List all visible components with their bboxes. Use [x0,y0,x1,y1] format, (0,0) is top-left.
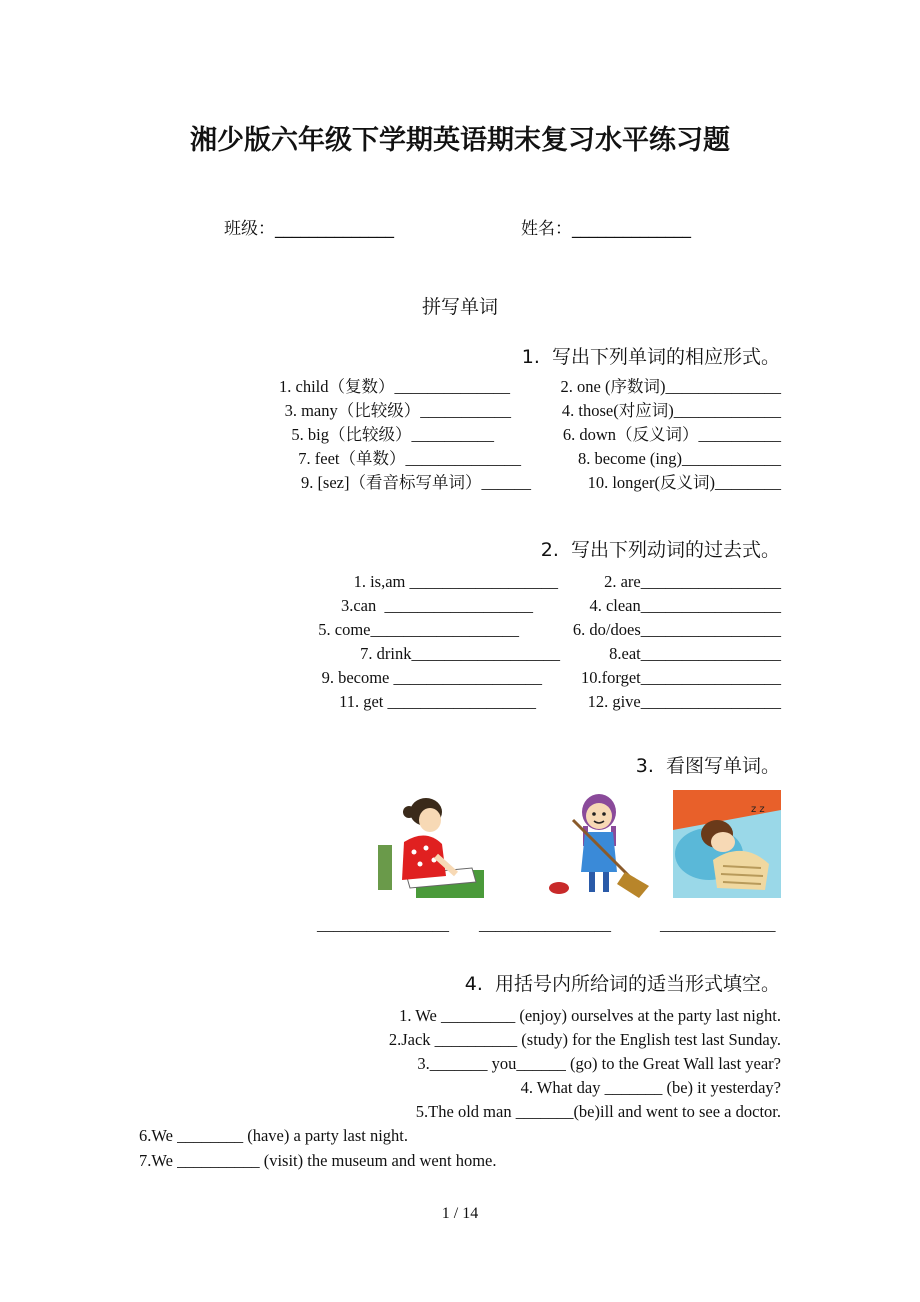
q3-answer-blank[interactable]: ________________ [479,915,611,934]
q4-sentence: 1. We _________ (enjoy) ourselves at the party last night. [399,1006,781,1025]
q1-item: 8. become (ing)____________ [577,449,781,468]
q1-item: 3. many（比较级）___________ [284,401,511,420]
page-title: 湘少版六年级下学期英语期末复习水平练习题 [190,125,730,156]
q4-sentence: 5.The old man _______(be)ill and went to see a doctor. [415,1102,781,1121]
q2-item: 4. clean_________________ [589,596,781,615]
class-field: 班级：______________ [224,219,394,239]
q2-item: 10.forget_________________ [581,668,781,687]
q4-sentence: 4. What day _______ (be) it yesterday? [520,1078,781,1097]
q4-sentence: 2.Jack __________ (study) for the English test last Sunday. [388,1030,781,1049]
girl-writing-image [376,790,484,898]
page-number: 1 / 14 [441,1205,479,1222]
q2-item: 1. is,am __________________ [353,572,558,591]
section-title: 拼写单词 [421,296,498,318]
q4-heading: 4. 用括号内所给词的适当形式填空。 [464,973,780,995]
q3-answer-blank[interactable]: ______________ [660,915,776,934]
q2-item: 8.eat_________________ [609,644,781,663]
q2-item: 6. do/does_________________ [572,620,781,639]
q4-sentence: 7.We __________ (visit) the museum and went home. [139,1151,497,1170]
q4-sentence: 6.We ________ (have) a party last night. [139,1126,409,1145]
q1-item: 6. down（反义词）__________ [562,425,781,444]
q3-heading: 3. 看图写单词。 [635,755,780,777]
name-field: 姓名：______________ [521,219,691,239]
q2-item: 9. become __________________ [321,668,542,687]
girl-sweeping-image [545,790,653,898]
q1-item: 1. child（复数）______________ [279,377,510,396]
q2-item: 11. get __________________ [339,692,536,711]
q1-item: 5. big（比较级）__________ [291,425,494,444]
q2-item: 12. give_________________ [587,692,781,711]
q2-item: 5. come__________________ [318,620,519,639]
q1-item: 2. one (序数词)______________ [560,377,781,396]
q2-item: 7. drink__________________ [360,644,560,663]
q4-sentence: 3._______ you______ (go) to the Great Wall last year? [417,1054,781,1073]
q1-heading: 1. 写出下列单词的相应形式。 [521,346,780,368]
q2-item: 2. are_________________ [604,572,781,591]
q1-item: 7. feet（单数）______________ [298,449,521,468]
q1-item: 9. [sez]（看音标写单词）______ [300,473,531,492]
q3-answer-blank[interactable]: ________________ [317,915,449,934]
q1-item: 10. longer(反义词)________ [587,473,781,492]
q2-heading: 2. 写出下列动词的过去式。 [540,539,780,561]
q1-item: 4. those(对应词)_____________ [561,401,781,420]
q2-item: 3.can __________________ [340,596,533,615]
boy-sleeping-image [673,790,781,898]
svg-text:z z: z z [751,804,765,815]
